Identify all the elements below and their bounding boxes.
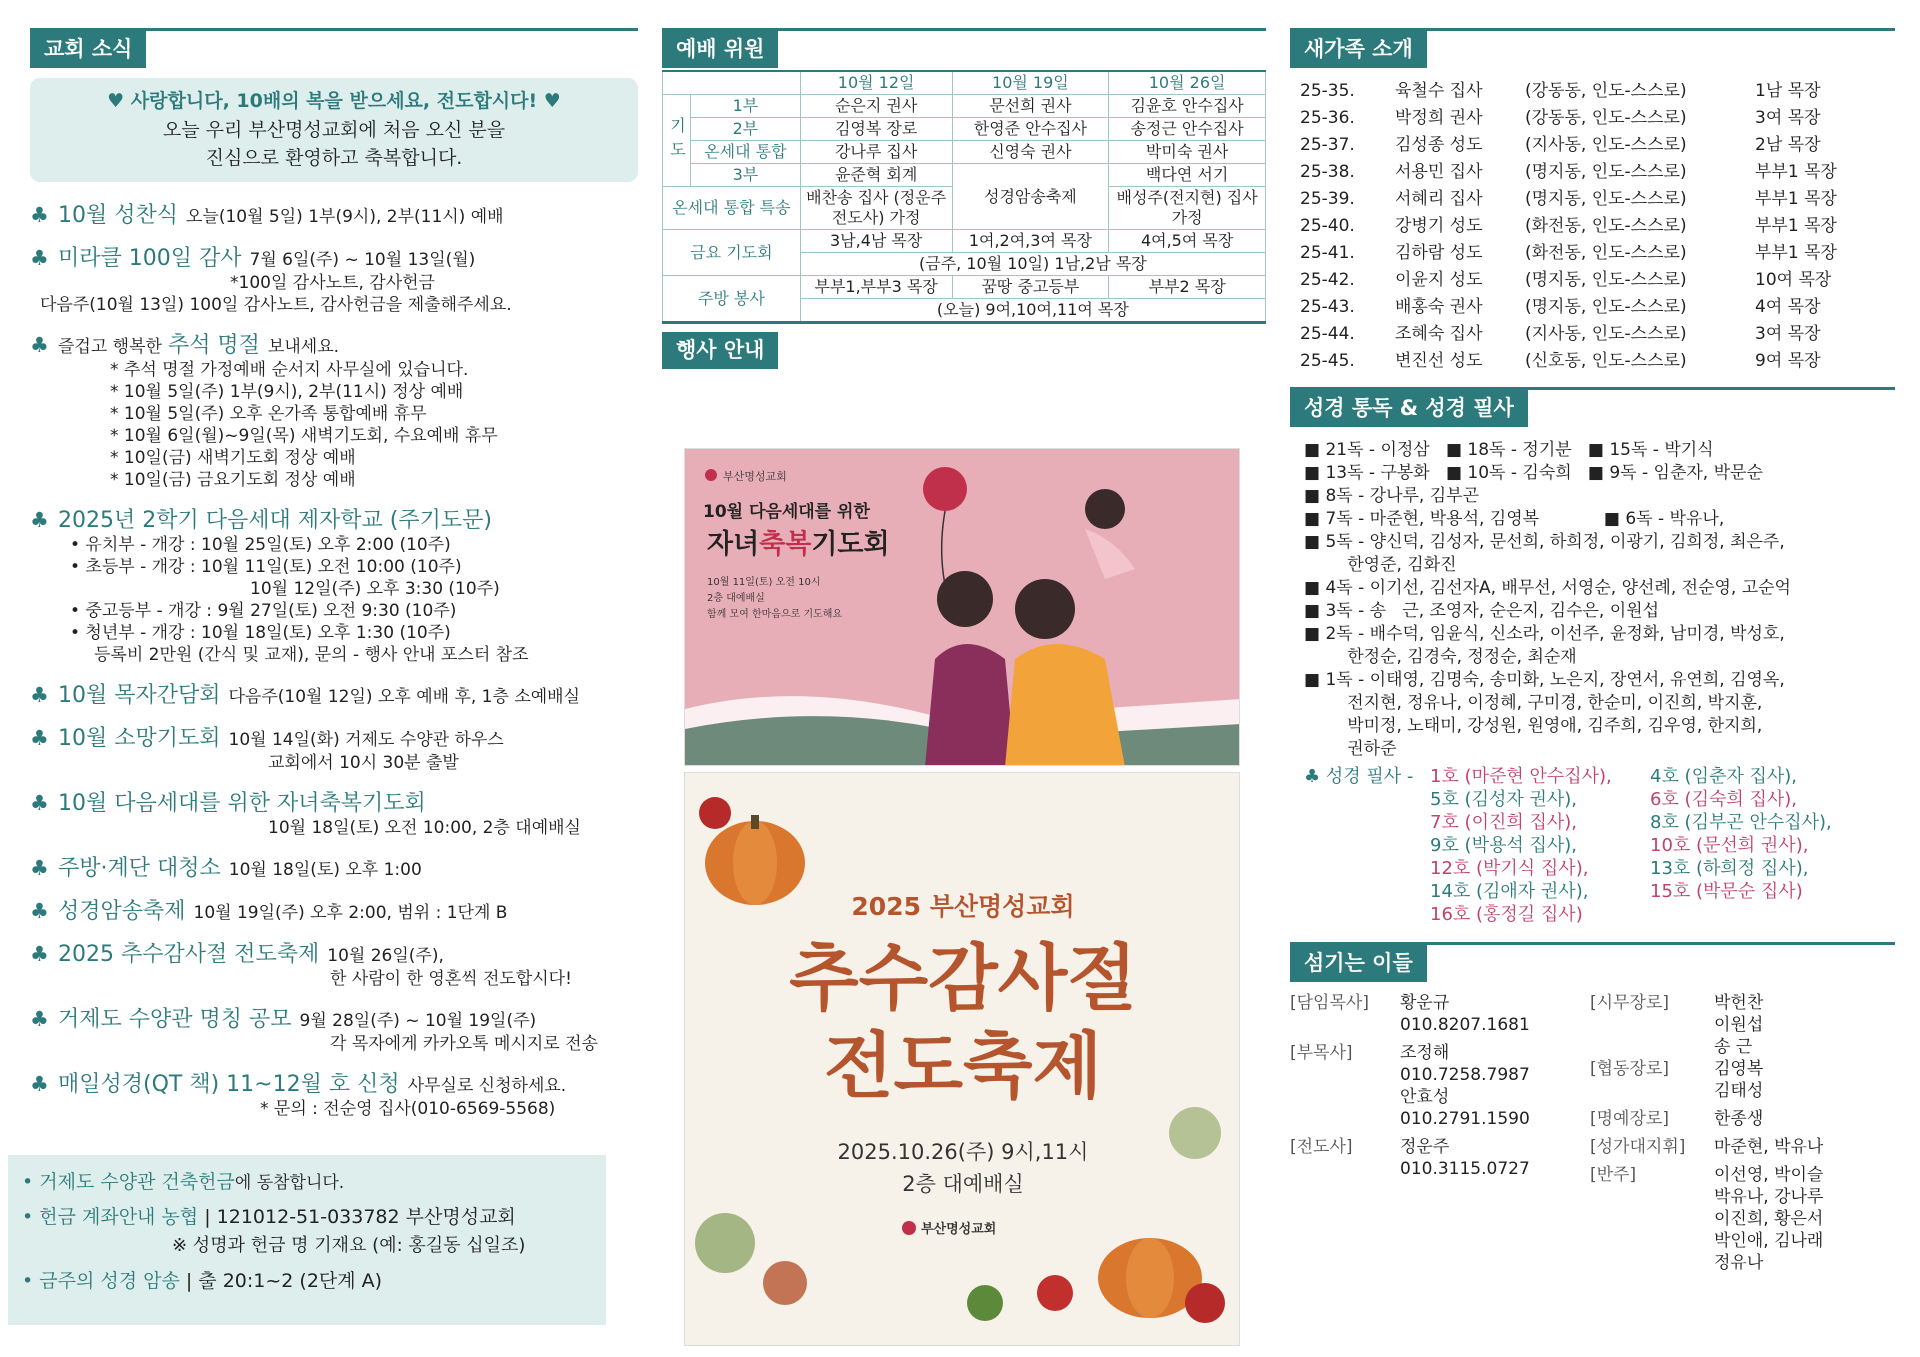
bible-reading-row: ■ 8독 - 강나루, 김부곤 — [1304, 486, 1479, 506]
club-icon: ♣ — [30, 791, 49, 815]
news-item — [30, 1002, 638, 1055]
poster-line1: 10월 다음세대를 위한 — [703, 502, 870, 522]
family-area: (명지동, 인도-스스로) — [1525, 189, 1687, 209]
news-desc: 10월 14일(화) 거제도 수양관 하우스 — [228, 730, 504, 750]
pilsa-entry: 14호 (김애자 권사), — [1430, 881, 1589, 902]
staff-name: 마준현, 박유나 — [1714, 1137, 1824, 1157]
poster-line2b: 축복 — [759, 529, 812, 560]
new-family-row — [1290, 105, 1895, 132]
news-title: 10월 다음세대를 위한 자녀축복기도회 — [58, 791, 426, 816]
new-family-row — [1290, 213, 1895, 240]
family-number: 25-44. — [1300, 324, 1355, 344]
family-area: (화전동, 인도-스스로) — [1525, 243, 1687, 263]
cell: 부부2 목장 — [1109, 276, 1266, 299]
right-column — [1290, 28, 1895, 1274]
staff-name: 김태성 — [1714, 1081, 1764, 1101]
welcome-box — [30, 78, 638, 182]
news-item — [30, 937, 638, 990]
worship-column — [662, 28, 1266, 1237]
news-item — [30, 786, 638, 839]
bible-copying — [1290, 765, 1895, 926]
news-body: * 10일(금) 금요기도회 정상 예배 — [110, 470, 356, 490]
family-group: 3여 목장 — [1755, 108, 1821, 128]
bible-reading-row: ■ 1독 - 이태영, 김명숙, 송미화, 노은지, 장연서, 유연희, 김영옥, — [1304, 670, 1785, 690]
welcome-line: 진심으로 환영하고 축복합니다. — [205, 147, 463, 169]
family-name: 조혜숙 집사 — [1395, 324, 1483, 344]
family-area: (명지동, 인도-스스로) — [1525, 297, 1687, 317]
family-area: (강동동, 인도-스스로) — [1525, 81, 1687, 101]
cell: 4여,5여 목장 — [1109, 230, 1266, 253]
staff-name: 정유나 — [1714, 1253, 1764, 1273]
news-body: • 유치부 - 개강 : 10월 25일(토) 오후 2:00 (10주) — [70, 535, 451, 555]
news-title: 매일성경(QT 책) 11~12월 호 신청 — [58, 1072, 400, 1097]
balloon-icon — [923, 467, 967, 511]
memory-verse-label: • 금주의 성경 암송 — [22, 1270, 180, 1292]
family-group: 부부1 목장 — [1755, 216, 1837, 236]
news-title: 2025년 2학기 다음세대 제자학교 (주기도문) — [58, 508, 492, 533]
date-header: 10월 19일 — [952, 71, 1109, 95]
club-icon: ♣ — [30, 683, 49, 707]
new-family-row — [1290, 159, 1895, 186]
news-item — [30, 241, 638, 316]
pilsa-row — [1430, 811, 1870, 834]
news-body: 등록비 2만원 (간식 및 교재), 문의 - 행사 안내 포스터 참조 — [94, 645, 529, 665]
pilsa-entry: 7호 (이진희 집사), — [1430, 812, 1577, 833]
club-icon: ♣ — [30, 333, 49, 357]
pilsa-row — [1430, 788, 1870, 811]
news-item — [30, 721, 638, 774]
worship-header — [662, 28, 1266, 68]
news-body: * 문의 : 전순영 집사(010-6569-5568) — [260, 1099, 556, 1119]
family-group: 2남 목장 — [1755, 135, 1821, 155]
news-body: * 10월 5일(주) 1부(9시), 2부(11시) 정상 예배 — [110, 382, 464, 402]
news-body: 다음주(10월 13일) 100일 감사노트, 감사헌금을 제출해주세요. — [40, 295, 512, 315]
news-desc: 10월 18일(토) 오후 1:00 — [228, 860, 422, 880]
club-icon: ♣ — [30, 508, 49, 532]
poster-line2a: 자녀 — [707, 529, 760, 560]
staff-name: 박인애, 김나래 — [1714, 1231, 1824, 1251]
family-group: 부부1 목장 — [1755, 243, 1837, 263]
staff-name: 정운주 — [1400, 1137, 1450, 1157]
poster-date: 2025.10.26(주) 9시,11시 — [837, 1140, 1089, 1164]
new-family-title: 새가족 소개 — [1290, 31, 1427, 68]
father-figure — [1015, 579, 1075, 639]
row-label: 온세대 통합 — [690, 141, 800, 164]
staff-name: 이원섭 — [1714, 1015, 1764, 1035]
news-title: 성경암송축제 — [58, 899, 186, 924]
family-number: 25-37. — [1300, 135, 1355, 155]
news-body: • 초등부 - 개강 : 10월 11일(토) 오전 10:00 (10주) — [70, 557, 462, 577]
news-title: 10월 성찬식 — [58, 203, 178, 228]
cell: 송정근 안수집사 — [1109, 118, 1266, 141]
poster-illustration — [685, 449, 1240, 766]
cell: 순은지 권사 — [800, 95, 952, 118]
staff-name: 김영복 — [1714, 1059, 1764, 1079]
news-body: * 추석 명절 가정예배 순서지 사무실에 있습니다. — [110, 360, 469, 380]
news-desc: 10월 26일(주), — [327, 946, 444, 966]
pilsa-row — [1430, 903, 1870, 926]
cell: 부부1,부부3 목장 — [800, 276, 952, 299]
bible-title: 성경 통독 & 성경 필사 — [1290, 390, 1528, 427]
news-desc: 오늘(10월 5일) 1부(9시), 2부(11시) 예배 — [186, 207, 504, 227]
new-family-row — [1290, 294, 1895, 321]
poster-line2c: 기도회 — [811, 529, 890, 560]
poster-note: 함께 모여 한마음으로 기도해요 — [707, 609, 843, 620]
news-body: 10월 18일(토) 오전 10:00, 2층 대예배실 — [268, 818, 581, 838]
family-area: (명지동, 인도-스스로) — [1525, 162, 1687, 182]
cell: 박미숙 권사 — [1109, 141, 1266, 164]
family-number: 25-41. — [1300, 243, 1355, 263]
cell: 김영복 장로 — [800, 118, 952, 141]
cell: 문선희 권사 — [952, 95, 1109, 118]
news-list — [30, 198, 638, 1120]
pilsa-entry: 1호 (마준현 안수집사), — [1430, 766, 1612, 787]
club-icon: ♣ — [30, 856, 49, 880]
pilsa-entry: 5호 (김성자 권사), — [1430, 789, 1577, 810]
news-item — [30, 1067, 638, 1120]
family-area: (지사동, 인도-스스로) — [1525, 324, 1687, 344]
family-number: 25-45. — [1300, 351, 1355, 371]
family-area: (화전동, 인도-스스로) — [1525, 216, 1687, 236]
new-family-row — [1290, 78, 1895, 105]
apple-icon — [699, 797, 731, 829]
worship-table — [662, 70, 1266, 324]
pilsa-entry: 12호 (박기식 집사), — [1430, 858, 1589, 879]
family-name: 강병기 성도 — [1395, 216, 1483, 236]
news-item — [30, 198, 638, 229]
thanksgiving-poster — [684, 772, 1240, 1346]
club-icon: ♣ — [30, 1072, 49, 1096]
bible-reading-row: ■ 2독 - 배수덕, 임윤식, 신소라, 이선주, 윤정화, 남미경, 박성호, — [1304, 624, 1785, 644]
family-group: 10여 목장 — [1755, 270, 1832, 290]
row-label: 주방 봉사 — [663, 276, 801, 323]
news-item — [30, 503, 638, 666]
news-desc: 다음주(10월 12일) 오후 예배 후, 1층 소예배실 — [228, 687, 581, 707]
mother-figure — [937, 571, 993, 627]
family-name: 이윤지 성도 — [1395, 270, 1483, 290]
bible-reading-row: 한영준, 김화진 — [1304, 555, 1457, 575]
church-news-header — [30, 28, 638, 68]
row-label: 금요 기도회 — [663, 230, 801, 276]
family-number: 25-35. — [1300, 81, 1355, 101]
pilsa-entry: 15호 (박문순 집사) — [1650, 881, 1803, 902]
worship-title: 예배 위원 — [662, 31, 778, 68]
family-group: 3여 목장 — [1755, 324, 1821, 344]
church-logo-icon — [902, 1221, 916, 1235]
bible-reading-row: ■ 13독 - 구봉화 ■ 10독 - 김숙희 ■ 9독 - 임춘자, 박문순 — [1304, 463, 1763, 483]
staff-title: 섬기는 이들 — [1290, 945, 1427, 982]
news-body: 교회에서 10시 30분 출발 — [268, 753, 459, 773]
child-figure — [1085, 489, 1125, 529]
new-family-row — [1290, 348, 1895, 375]
poster-date: 10월 11일(토) 오전 10시 — [707, 577, 821, 588]
staff-role: [성가대지휘] — [1590, 1137, 1686, 1157]
cell: 강나루 집사 — [800, 141, 952, 164]
club-icon: ♣ — [30, 899, 49, 923]
cell: 배찬송 집사 (정운주 전도사) 가정 — [800, 187, 952, 230]
news-item — [30, 328, 638, 491]
family-group: 부부1 목장 — [1755, 162, 1837, 182]
club-icon: ♣ — [30, 1007, 49, 1031]
news-item — [30, 678, 638, 709]
pilsa-entry: 10호 (문선희 권사), — [1650, 835, 1809, 856]
account-row — [22, 1200, 592, 1234]
news-body: • 중고등부 - 개강 : 9월 27일(토) 오전 9:30 (10주) — [70, 601, 457, 621]
cell: 배성주(전지현) 집사 가정 — [1109, 187, 1266, 230]
staff-name: 안효성 — [1400, 1087, 1450, 1107]
cell: 신영숙 권사 — [952, 141, 1109, 164]
staff-phone: 010.7258.7987 — [1400, 1065, 1530, 1085]
news-title: 10월 소망기도회 — [58, 726, 221, 751]
staff-name: 조정해 — [1400, 1043, 1450, 1063]
svg-text:자녀축복기도회 — [707, 528, 890, 560]
row-label: 1부 — [690, 95, 800, 118]
staff-name: 이진희, 황은서 — [1714, 1209, 1824, 1229]
account-note: ※ 성명과 헌금 명 기재요 (예: 홍길동 십일조) — [172, 1235, 526, 1256]
bible-reading-list — [1290, 439, 1895, 761]
staff-name: 이선영, 박이슬 — [1714, 1165, 1824, 1185]
pilsa-row — [1430, 880, 1870, 903]
apple-icon — [1185, 1283, 1225, 1323]
poster-title1: 추수감사절 — [789, 936, 1137, 1020]
news-body: 10월 12일(주) 오후 3:30 (10주) — [250, 579, 500, 599]
pilsa-row — [1430, 834, 1870, 857]
family-group: 9여 목장 — [1755, 351, 1821, 371]
news-item — [30, 894, 638, 925]
cell-note: (금주, 10월 10일) 1남,2남 목장 — [800, 253, 1265, 276]
staff-name: 송 근 — [1714, 1037, 1753, 1057]
staff-col-left — [1290, 992, 1590, 1274]
staff-name: 박헌찬 — [1714, 993, 1764, 1013]
news-body: 한 사람이 한 영혼씩 전도합시다! — [330, 969, 572, 989]
club-icon: ♣ — [30, 203, 49, 227]
memory-verse-text: | 출 20:1~2 (2단계 A) — [185, 1270, 383, 1292]
prayer-meeting-poster — [684, 448, 1240, 766]
family-area: (신호동, 인도-스스로) — [1525, 351, 1687, 371]
news-title: 주방·계단 대청소 — [58, 856, 221, 881]
pilsa-entry: 8호 (김부곤 안수집사), — [1650, 812, 1832, 833]
family-number: 25-39. — [1300, 189, 1355, 209]
family-name: 배홍숙 권사 — [1395, 297, 1483, 317]
poster-org: 부산명성교회 — [921, 1222, 997, 1237]
staff-role: [협동장로] — [1590, 1059, 1669, 1079]
staff-role: [전도사] — [1290, 1137, 1353, 1157]
new-family-row — [1290, 132, 1895, 159]
new-family-row — [1290, 267, 1895, 294]
new-family-row — [1290, 321, 1895, 348]
new-family-row — [1290, 240, 1895, 267]
family-area: (지사동, 인도-스스로) — [1525, 135, 1687, 155]
pilsa-label: ♣ 성경 필사 - — [1304, 766, 1414, 787]
pepper-icon — [967, 1285, 1003, 1321]
row-label: 3부 — [690, 164, 800, 187]
staff-role: [부목사] — [1290, 1043, 1353, 1063]
news-item — [30, 851, 638, 882]
staff-role: [반주] — [1590, 1165, 1637, 1185]
church-news-title: 교회 소식 — [30, 31, 146, 68]
news-desc: 7월 6일(주) ~ 10월 13일(월) — [249, 250, 476, 270]
family-number: 25-36. — [1300, 108, 1355, 128]
bible-reading-row: ■ 5독 - 양신덕, 김성자, 문선희, 하희정, 이광기, 김희정, 최은주, — [1304, 532, 1785, 552]
pilsa-grid — [1430, 765, 1870, 926]
news-desc: 보내세요. — [267, 337, 340, 357]
staff-header — [1290, 942, 1895, 982]
cell: 꿈땅 중고등부 — [952, 276, 1109, 299]
news-title: 거제도 수양관 명칭 공모 — [58, 1007, 292, 1032]
poster-place: 2층 대예배실 — [707, 593, 765, 604]
staff-name: 황운규 — [1400, 993, 1450, 1013]
news-pre: 즐겁고 행복한 — [58, 337, 162, 357]
family-area: (강동동, 인도-스스로) — [1525, 108, 1687, 128]
family-number: 25-40. — [1300, 216, 1355, 236]
news-body: • 청년부 - 개강 : 10월 18일(토) 오후 1:30 (10주) — [70, 623, 451, 643]
family-name: 변진선 성도 — [1395, 351, 1483, 371]
staff-phone: 010.8207.1681 — [1400, 1015, 1530, 1035]
welcome-line: 오늘 우리 부산명성교회에 처음 오신 분을 — [162, 119, 506, 141]
offering-row — [22, 1165, 592, 1200]
bible-reading-row: ■ 4독 - 이기선, 김선자A, 배무선, 서영순, 양선례, 전순영, 고순억 — [1304, 578, 1791, 598]
date-header: 10월 26일 — [1109, 71, 1266, 95]
events-header — [662, 332, 1266, 370]
poster-place: 2층 대예배실 — [902, 1172, 1024, 1196]
pilsa-entry: 4호 (임춘자 집사), — [1650, 766, 1797, 787]
bible-reading-row: 전지현, 정유나, 이정혜, 구미경, 한순미, 이진희, 박지훈, — [1304, 693, 1763, 713]
bible-reading-row: 박미정, 노태미, 강성원, 원영애, 김주희, 김우영, 한지희, — [1304, 716, 1763, 736]
family-number: 25-38. — [1300, 162, 1355, 182]
news-body: *100일 감사노트, 감사헌금 — [230, 273, 435, 293]
news-title: 10월 목자간담회 — [58, 683, 221, 708]
news-title: 미라클 100일 감사 — [58, 246, 242, 271]
family-name: 서용민 집사 — [1395, 162, 1483, 182]
cell: 3남,4남 목장 — [800, 230, 952, 253]
prayer-label: 기도 — [663, 95, 691, 187]
family-name: 서혜리 집사 — [1395, 189, 1483, 209]
cell: 윤준혁 회계 — [800, 164, 952, 187]
staff-phone: 010.3115.0727 — [1400, 1159, 1530, 1179]
church-news-column — [30, 28, 638, 1132]
poster-illustration — [685, 773, 1240, 1346]
staff-list — [1290, 992, 1895, 1274]
family-number: 25-43. — [1300, 297, 1355, 317]
bible-reading-row: ■ 3독 - 송 근, 조영자, 순은지, 김수은, 이원섭 — [1304, 601, 1659, 621]
news-title: 2025 추수감사절 전도축제 — [58, 942, 320, 967]
cell: 김윤호 안수집사 — [1109, 95, 1266, 118]
cell: 성경암송축제 — [952, 164, 1109, 230]
events-title: 행사 안내 — [662, 332, 778, 369]
leaf-icon — [695, 1213, 755, 1273]
family-area: (명지동, 인도-스스로) — [1525, 270, 1687, 290]
news-body: * 10월 6일(월)~9일(목) 새벽기도회, 수요예배 휴무 — [110, 426, 498, 446]
family-group: 4여 목장 — [1755, 297, 1821, 317]
family-group: 1남 목장 — [1755, 81, 1821, 101]
offering-info-box — [8, 1155, 606, 1325]
pepper-icon — [1037, 1275, 1073, 1311]
cell: 한영준 안수집사 — [952, 118, 1109, 141]
bible-reading-row: ■ 7독 - 마준현, 박용석, 김영복 ■ 6독 - 박유나, — [1304, 509, 1725, 529]
news-desc: 9월 28일(주) ~ 10월 19일(주) — [299, 1011, 537, 1031]
pilsa-row — [1430, 765, 1870, 788]
news-body: * 10일(금) 새벽기도회 정상 예배 — [110, 448, 356, 468]
account-number: | 121012-51-033782 부산명성교회 — [204, 1206, 516, 1228]
family-name: 김성종 성도 — [1395, 135, 1483, 155]
memory-verse-row — [22, 1264, 592, 1298]
new-family-list — [1290, 78, 1895, 375]
account-label: • 헌금 계좌안내 농협 — [22, 1206, 199, 1228]
pilsa-entry — [1650, 903, 1870, 926]
news-title: 추석 명절 — [167, 333, 260, 358]
staff-name: 박유나, 강나루 — [1714, 1187, 1824, 1207]
staff-role: [시무장로] — [1590, 993, 1669, 1013]
leaf-icon — [763, 1261, 807, 1305]
new-family-header — [1290, 28, 1895, 68]
staff-name: 한종생 — [1714, 1109, 1764, 1129]
staff-phone: 010.2791.1590 — [1400, 1109, 1530, 1129]
club-icon: ♣ — [30, 726, 49, 750]
bible-header — [1290, 387, 1895, 427]
family-name: 육철수 집사 — [1395, 81, 1483, 101]
staff-role: [담임목사] — [1290, 993, 1369, 1013]
bible-reading-row: 권하준 — [1304, 739, 1397, 759]
poster-title2: 전도축제 — [823, 1024, 1103, 1108]
pilsa-entry: 6호 (김숙희 집사), — [1650, 789, 1797, 810]
new-family-row — [1290, 186, 1895, 213]
welcome-headline: ♥ 사랑합니다, 10배의 복을 받으세요, 전도합시다! ♥ — [107, 90, 561, 112]
offering-label: • 거제도 수양관 건축헌금 — [22, 1171, 235, 1193]
news-body: 각 목자에게 카카오톡 메시지로 전송 — [330, 1034, 598, 1054]
bible-reading-row: 한정순, 김경숙, 정정순, 최순재 — [1304, 647, 1577, 667]
row-label: 2부 — [690, 118, 800, 141]
news-desc: 10월 19일(주) 오후 2:00, 범위 : 1단계 B — [193, 903, 508, 923]
cell: 1여,2여,3여 목장 — [952, 230, 1109, 253]
poster-org: 부산명성교회 — [723, 470, 787, 483]
family-number: 25-42. — [1300, 270, 1355, 290]
pilsa-entry: 13호 (하희정 집사), — [1650, 858, 1809, 879]
staff-role: [명예장로] — [1590, 1109, 1669, 1129]
bible-reading-row: ■ 21독 - 이정삼 ■ 18독 - 정기분 ■ 15독 - 박기식 — [1304, 440, 1714, 460]
family-name: 박정희 권사 — [1395, 108, 1483, 128]
date-header: 10월 12일 — [800, 71, 952, 95]
club-icon: ♣ — [30, 246, 49, 270]
pilsa-entry: 16호 (홍정길 집사) — [1430, 904, 1583, 925]
cell-note: (오늘) 9여,10여,11여 목장 — [800, 299, 1265, 323]
news-desc: 사무실로 신청하세요. — [407, 1076, 567, 1096]
pilsa-entry: 9호 (박용석 집사), — [1430, 835, 1577, 856]
leaf-icon — [1169, 1107, 1221, 1159]
club-icon: ♣ — [30, 942, 49, 966]
family-name: 김하람 성도 — [1395, 243, 1483, 263]
staff-col-right — [1590, 992, 1890, 1274]
offering-text: 에 동참합니다. — [234, 1173, 345, 1193]
poster-subtitle: 2025 부산명성교회 — [851, 892, 1075, 921]
news-body: * 10월 5일(주) 오후 온가족 통합예배 휴무 — [110, 404, 427, 424]
family-group: 부부1 목장 — [1755, 189, 1837, 209]
cell: 백다연 서기 — [1109, 164, 1266, 187]
pilsa-row — [1430, 857, 1870, 880]
row-label: 온세대 통합 특송 — [663, 187, 801, 230]
